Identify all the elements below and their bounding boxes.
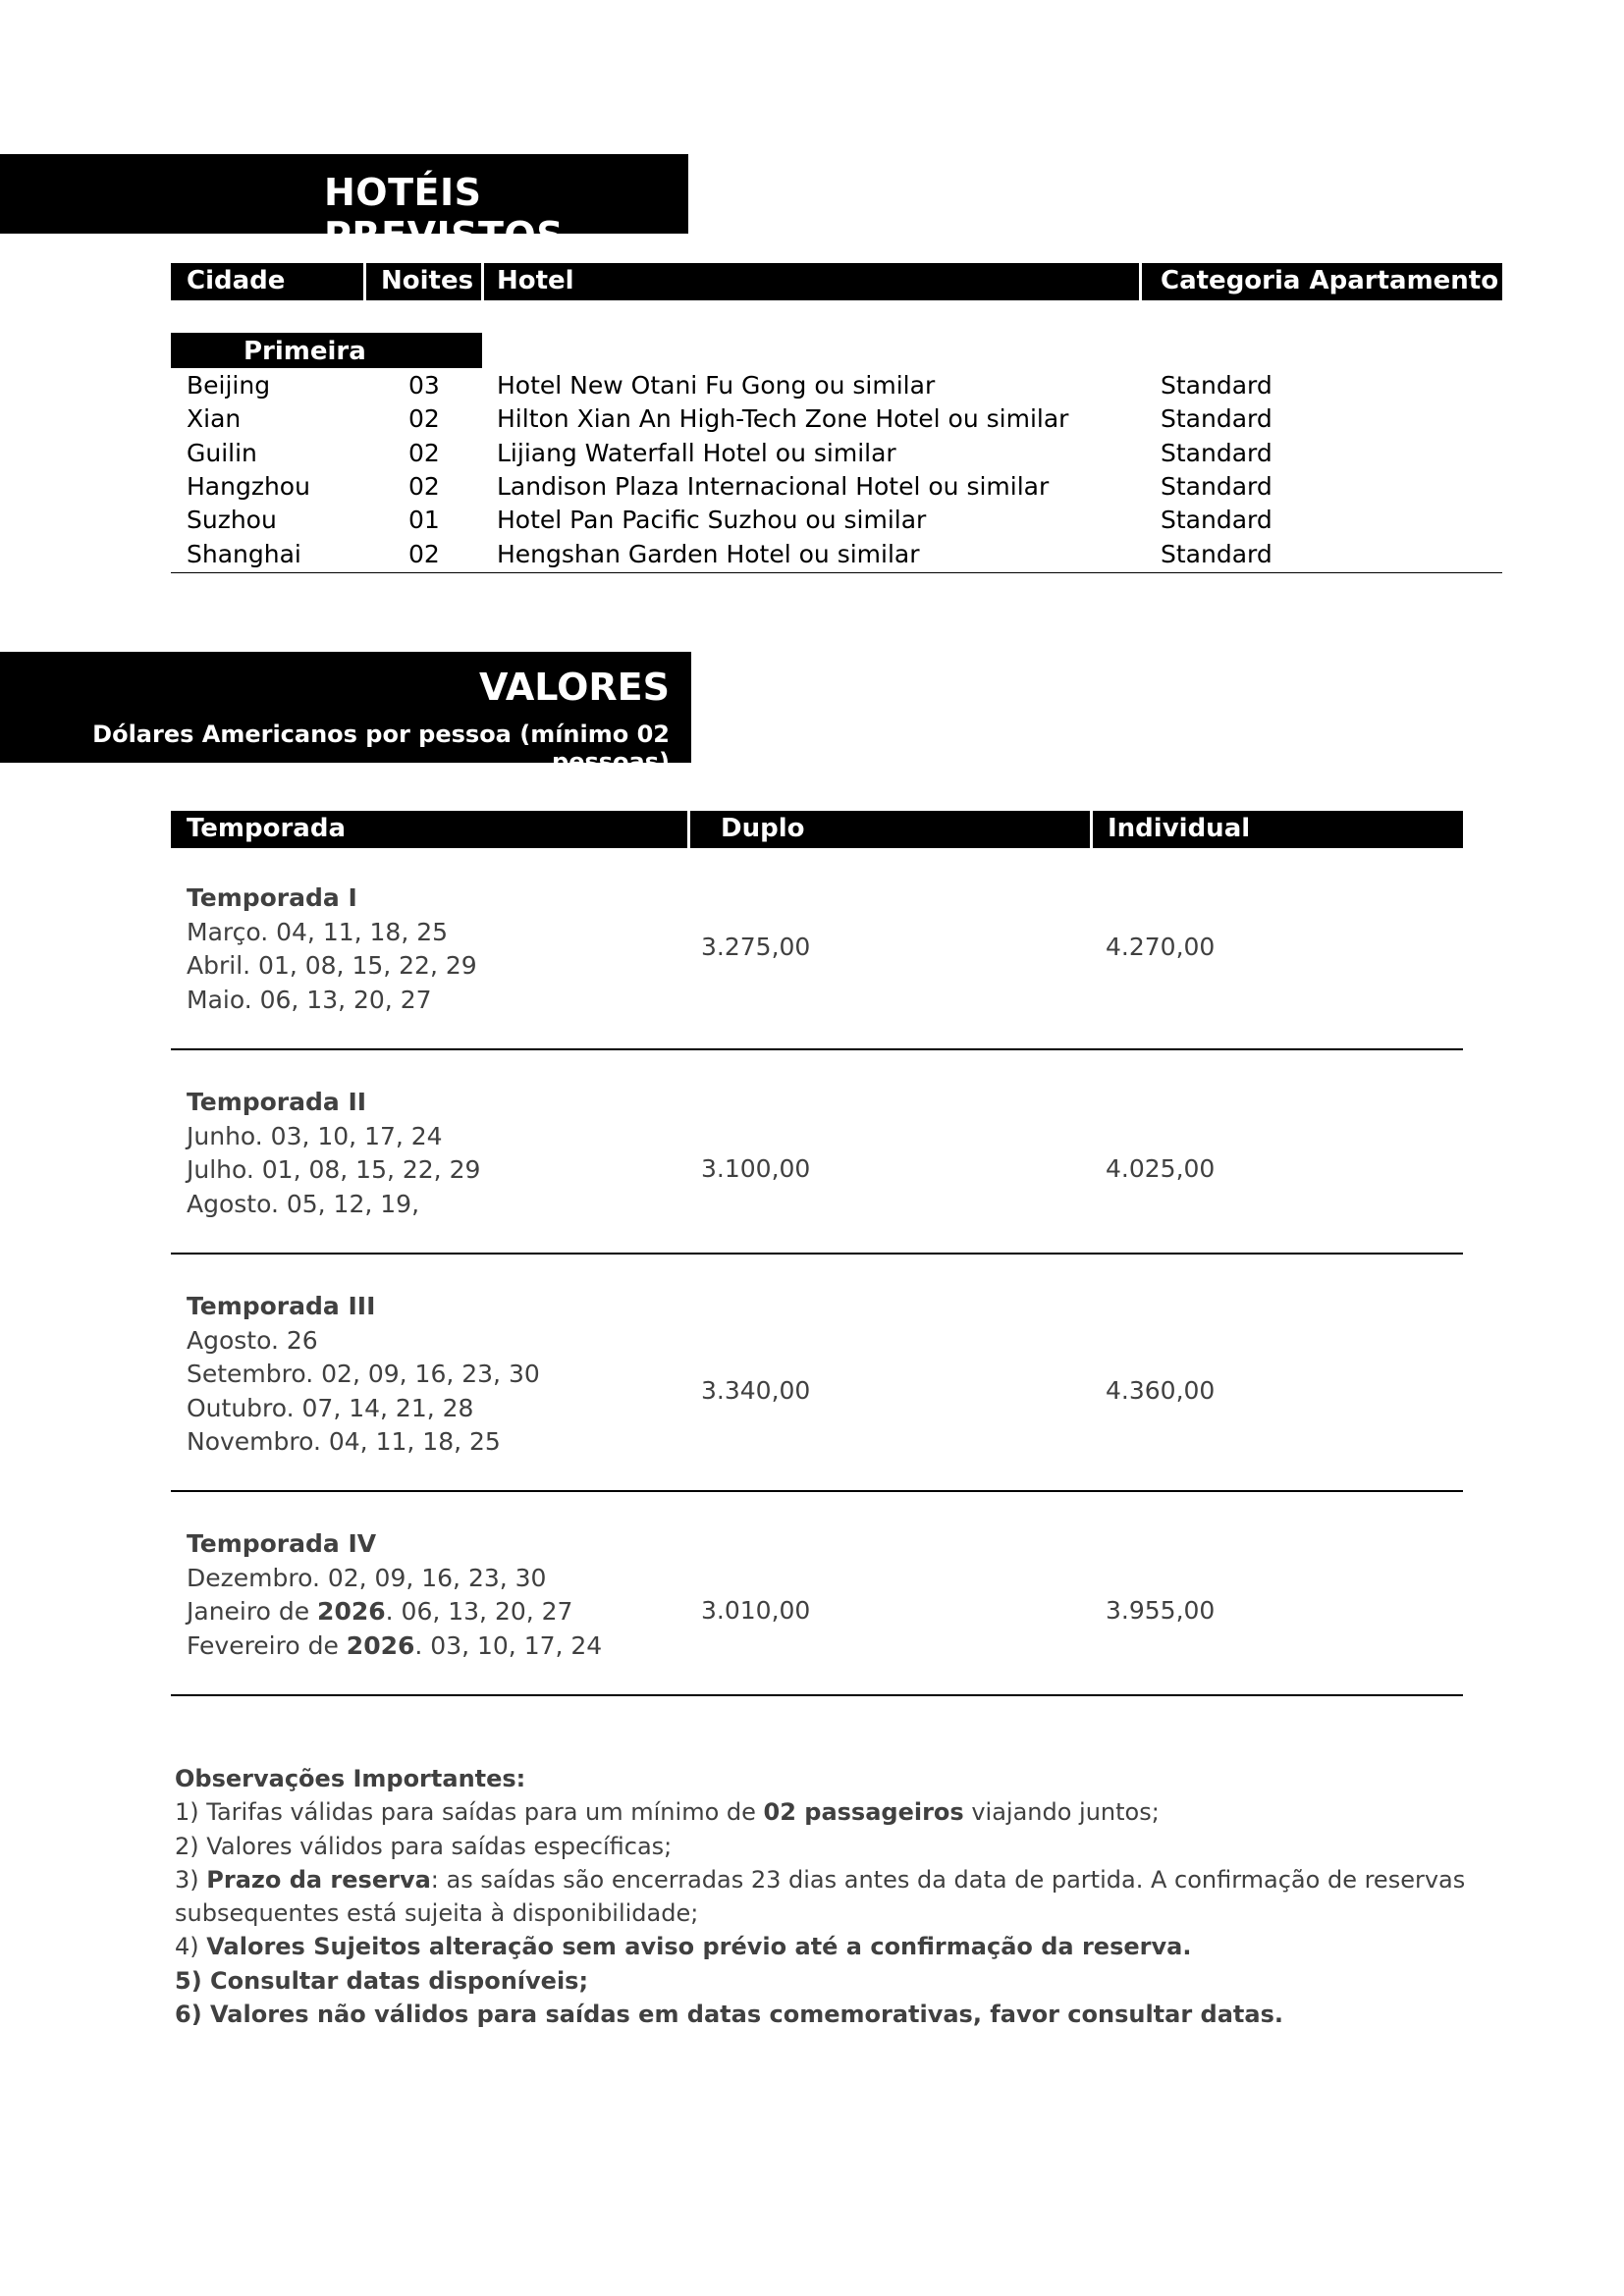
- hotel-category: Standard: [1161, 471, 1272, 501]
- season-dates: Abril. 01, 08, 15, 22, 29: [187, 951, 477, 980]
- hotel-row: [173, 506, 1498, 539]
- hotel-category: Standard: [1161, 404, 1272, 434]
- hotel-name: Lijiang Waterfall Hotel ou similar: [497, 438, 896, 467]
- col-single: Individual: [1108, 814, 1251, 843]
- hotel-category: Standard: [1161, 371, 1272, 400]
- hotel-group-label: [171, 333, 482, 368]
- observation-3: [175, 1863, 1466, 1896]
- hotel-nights: 02: [408, 438, 440, 467]
- group-label-text: Primeira: [244, 337, 366, 366]
- valores-section-banner: [0, 652, 691, 775]
- season-dates: Junho. 03, 10, 17, 24: [187, 1121, 443, 1150]
- jan-dates: . 06, 13, 20, 27: [385, 1597, 573, 1626]
- season-name: Temporada IV: [187, 1529, 377, 1558]
- col-category: Categoria Apartamento: [1161, 266, 1499, 295]
- double-price: 3.100,00: [701, 1154, 811, 1183]
- season-divider: [171, 1490, 1463, 1492]
- season-divider: [171, 1253, 1463, 1255]
- season-dates: Setembro. 02, 09, 16, 23, 30: [187, 1360, 540, 1388]
- hotel-name: Hotel Pan Pacific Suzhou ou similar: [497, 506, 927, 535]
- season-dates: Julho. 01, 08, 15, 22, 29: [187, 1155, 481, 1184]
- double-price: 3.275,00: [701, 933, 811, 961]
- season-dates: Dezembro. 02, 09, 16, 23, 30: [187, 1563, 547, 1592]
- season-dates: [187, 1595, 602, 1629]
- obs4-bold: Valores Sujeitos alteração sem aviso prévio até a confirmação da reserva.: [206, 1933, 1192, 1961]
- observation-4: [175, 1930, 1451, 1963]
- hotel-nights: 03: [408, 371, 440, 400]
- obs6-bold: 6) Valores não válidos para saídas em datas comemorativas, favor consultar datas.: [175, 2001, 1283, 2029]
- obs3-bold: Prazo da reserva: [206, 1865, 431, 1894]
- hotel-name: Hengshan Garden Hotel ou similar: [497, 539, 920, 568]
- season-name: Temporada III: [187, 1292, 376, 1320]
- col-season: Temporada: [187, 814, 347, 843]
- hotels-title: HOTÉIS PREVISTOS: [324, 171, 565, 257]
- hotel-city: Hangzhou: [187, 471, 310, 501]
- observation-5: [175, 1964, 1451, 1998]
- hotel-row: [173, 439, 1498, 472]
- single-price: 4.360,00: [1106, 1376, 1216, 1405]
- double-price: 3.340,00: [701, 1376, 811, 1405]
- hotel-category: Standard: [1161, 506, 1272, 535]
- season-dates: Novembro. 04, 11, 18, 25: [187, 1427, 501, 1456]
- season-dates: Março. 04, 11, 18, 25: [187, 917, 449, 946]
- obs3-text: : as saídas são encerradas 23 dias antes da data de partida. A confirmação de reservas: [430, 1865, 1466, 1894]
- observations-title: Observações Importantes:: [175, 1765, 526, 1792]
- season-dates: Agosto. 05, 12, 19,: [187, 1189, 420, 1218]
- season-name: Temporada II: [187, 1088, 367, 1116]
- hotels-table-header: [171, 263, 1502, 300]
- valores-subtitle: Dólares Americanos por pessoa (mínimo 02 pessoas): [92, 721, 670, 775]
- obs1-bold: 02 passageiros: [763, 1798, 964, 1827]
- hotel-city: Suzhou: [187, 506, 277, 535]
- valores-title: VALORES: [479, 666, 670, 709]
- col-nights: Noites: [381, 266, 474, 295]
- hotel-name: Hotel New Otani Fu Gong ou similar: [497, 371, 936, 400]
- hotels-bottom-rule: [171, 572, 1502, 573]
- hotel-city: Xian: [187, 404, 242, 434]
- observations: [175, 1762, 1466, 2031]
- header-divider: [363, 263, 366, 300]
- season-name: Temporada I: [187, 883, 357, 912]
- hotel-nights: 02: [408, 539, 440, 568]
- obs4-num: 4): [175, 1933, 207, 1961]
- hotel-category: Standard: [1161, 438, 1272, 467]
- header-divider: [1090, 811, 1093, 848]
- hotel-nights: 01: [408, 506, 440, 535]
- hotel-row: [173, 540, 1498, 573]
- hotel-nights: 02: [408, 471, 440, 501]
- observation-6: [175, 1998, 1451, 2031]
- season-dates: Agosto. 26: [187, 1325, 318, 1355]
- hotel-city: Guilin: [187, 438, 257, 467]
- single-price: 3.955,00: [1106, 1596, 1216, 1625]
- hotel-row: [173, 371, 1498, 404]
- single-price: 4.025,00: [1106, 1154, 1216, 1183]
- double-price: 3.010,00: [701, 1596, 811, 1625]
- observation-1: [175, 1795, 1451, 1829]
- season-divider: [171, 1048, 1463, 1050]
- col-city: Cidade: [187, 266, 286, 295]
- season-dates: Maio. 06, 13, 20, 27: [187, 985, 432, 1014]
- header-divider: [481, 263, 484, 300]
- header-divider: [1139, 263, 1142, 300]
- obs5-bold: 5) Consultar datas disponíveis;: [175, 1966, 589, 1995]
- hotel-city: Shanghai: [187, 539, 301, 568]
- col-hotel: Hotel: [497, 266, 574, 295]
- obs3-num: 3): [175, 1865, 207, 1894]
- hotel-row: [173, 472, 1498, 506]
- jan-prefix: Janeiro de: [187, 1597, 318, 1626]
- season-dates: [187, 1629, 602, 1664]
- feb-prefix: Fevereiro de: [187, 1630, 347, 1660]
- obs1-end: viajando juntos;: [963, 1798, 1160, 1827]
- hotel-row: [173, 404, 1498, 438]
- header-divider: [687, 811, 690, 848]
- hotel-city: Beijing: [187, 371, 271, 400]
- hotels-section-banner: [0, 154, 688, 257]
- season-dates: Outubro. 07, 14, 21, 28: [187, 1393, 474, 1422]
- valores-table-header: [171, 811, 1463, 848]
- hotel-nights: 02: [408, 404, 440, 434]
- observation-2: 2) Valores válidos para saídas específicas;: [175, 1832, 673, 1860]
- feb-year: 2026: [346, 1630, 415, 1660]
- obs1-text: 1) Tarifas válidas para saídas para um mínimo de: [175, 1798, 764, 1827]
- col-double: Duplo: [721, 814, 805, 843]
- hotel-name: Landison Plaza Internacional Hotel ou similar: [497, 471, 1050, 501]
- jan-year: 2026: [317, 1597, 386, 1626]
- hotel-category: Standard: [1161, 539, 1272, 568]
- single-price: 4.270,00: [1106, 933, 1216, 961]
- season-divider: [171, 1694, 1463, 1696]
- feb-dates: . 03, 10, 17, 24: [414, 1630, 603, 1660]
- observation-3-cont: subsequentes está sujeita à disponibilidade;: [175, 1899, 699, 1928]
- hotel-name: Hilton Xian An High-Tech Zone Hotel ou similar: [497, 404, 1069, 434]
